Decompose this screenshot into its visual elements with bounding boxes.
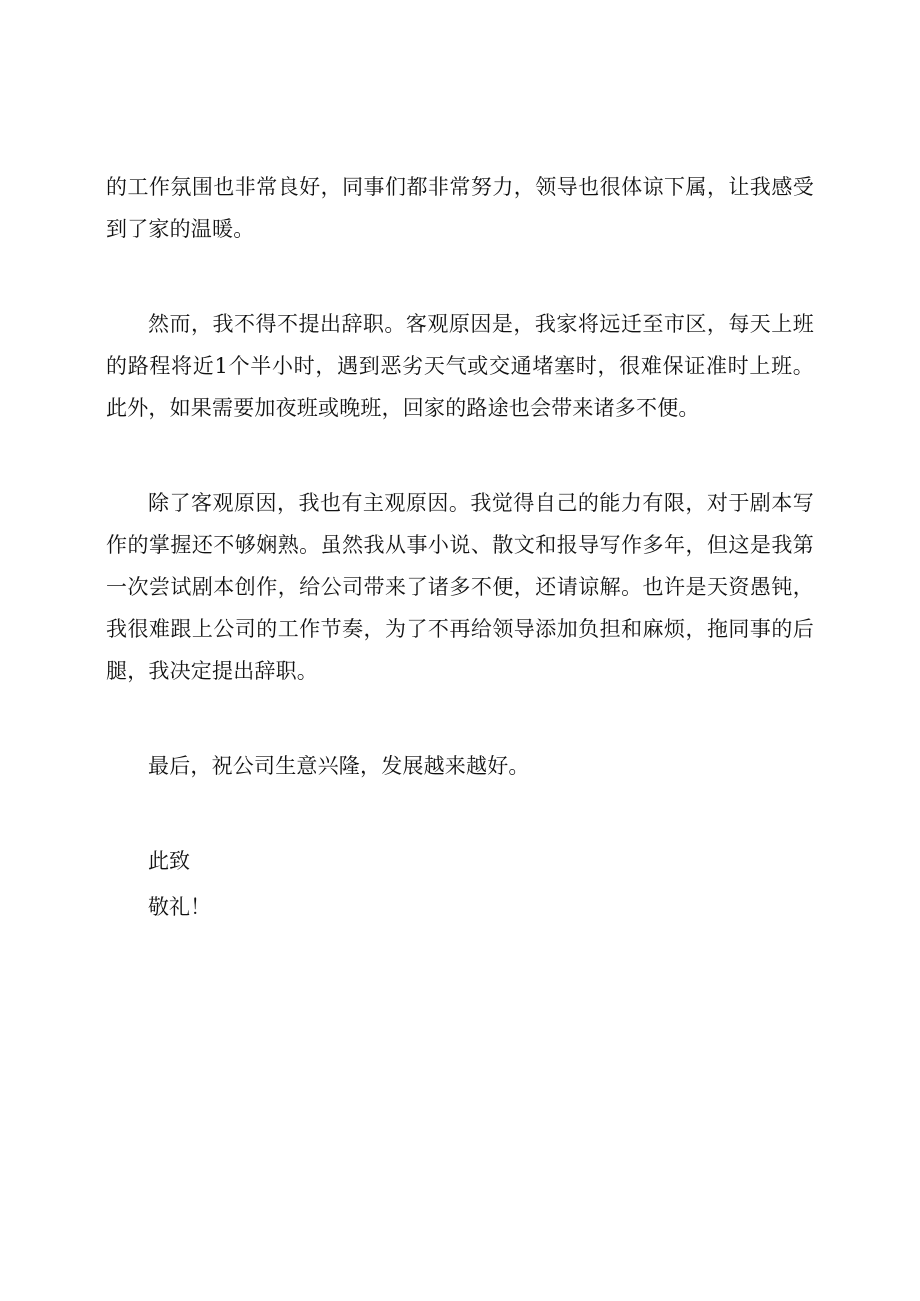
paragraph-continuation: 的工作氛围也非常良好，同事们都非常努力，领导也很体谅下属，让我感受到了家的温暖。 — [106, 175, 814, 241]
letter-body — [106, 166, 814, 928]
paragraph-objective-reasons: 然而，我不得不提出辞职。客观原因是，我家将远迁至市区，每天上班的路程将近1个半小时，遇到恶劣天气或交通堵塞时，很难保证准时上班。此外，如果需要加夜班或晚班，回家的路途也会带来诸多不便。 — [106, 312, 814, 420]
paragraph-subjective-reasons: 除了客观原因，我也有主观原因。我觉得自己的能力有限，对于剧本写作的掌握还不够娴熟。虽然我从事小说、散文和报导写作多年，但这是我第一次尝试剧本创作，给公司带来了诸多不便，还请谅解。也许是天资愚钝，我很难跟上公司的工作节奏，为了不再给领导添加负担和麻烦，拖同事的后腿，我决定提出辞职。 — [106, 491, 814, 683]
closing-jingli: 敬礼！ — [148, 895, 211, 919]
paragraph-best-wishes: 最后，祝公司生意兴隆，发展越来越好。 — [148, 754, 530, 778]
closing-cizhi: 此致 — [148, 849, 190, 873]
